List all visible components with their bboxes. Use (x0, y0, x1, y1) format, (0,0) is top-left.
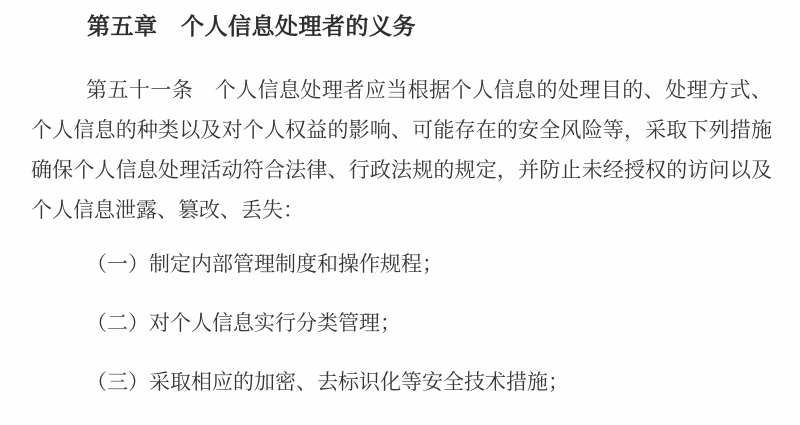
list-item-3: （三）采取相应的加密、去标识化等安全技术措施； (86, 370, 569, 394)
list-item-2: （二）对个人信息实行分类管理； (86, 311, 401, 335)
chapter-heading: 第五章 个人信息处理者的义务 (87, 14, 416, 39)
list-item-1: （一）制定内部管理制度和操作规程； (86, 252, 443, 276)
article-paragraph: 第五十一条 个人信息处理者应当根据个人信息的处理目的、处理方式、个人信息的种类以及对个人权益的影响、可能存在的安全风险等，采取下列措施确保个人信息处理活动符合法律、行政法规的规定，并防止未经授权的访问以及个人信息泄露、篡改、丢失： (31, 78, 772, 222)
